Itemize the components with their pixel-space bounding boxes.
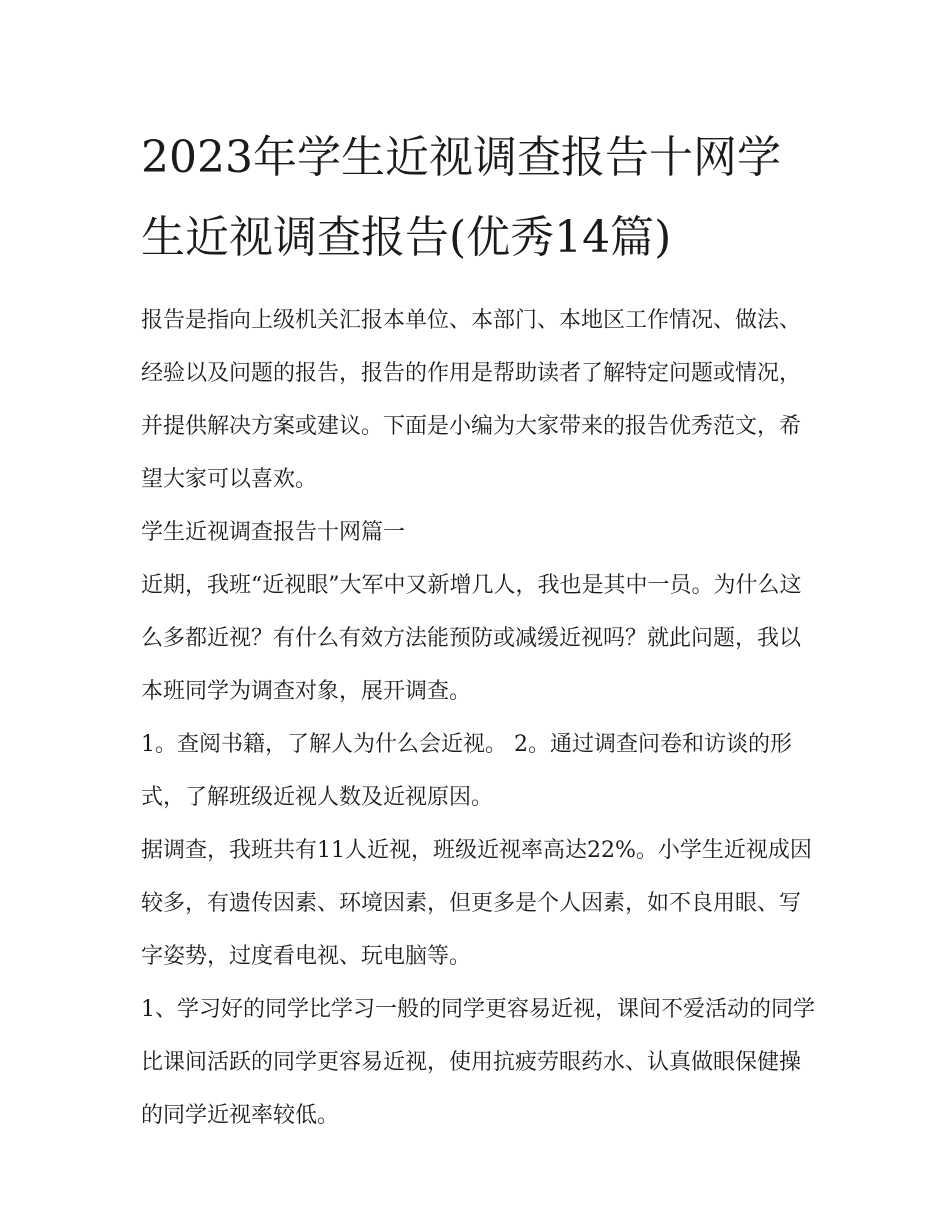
body-paragraph: 1。查阅书籍，了解人为什么会近视。 2。通过调查问卷和访谈的形式，了解班级近视人数及近视原因。 (141, 732, 792, 810)
intro-paragraph: 报告是指向上级机关汇报本单位、本部门、本地区工作情况、做法、经验以及问题的报告，报告的作用是帮助读者了解特定问题或情况，并提供解决方案或建议。下面是小编为大家带来的报告优秀范文，希望大家可以喜欢。 (141, 308, 802, 492)
section-heading: 学生近视调查报告十网篇一 (141, 520, 406, 545)
document-page (141, 118, 816, 1142)
body-paragraph: 近期，我班“近视眼”大军中又新增几人，我也是其中一员。为什么这么多都近视？有什么有效方法能预防或减缓近视吗？就此问题，我以本班同学为调查对象，展开调查。 (141, 573, 802, 704)
document-title: 2023年学生近视调查报告十网学生近视调查报告(优秀14篇) (141, 132, 781, 263)
body-paragraph: 1、学习好的同学比学习一般的同学更容易近视，课间不爱活动的同学比课间活跃的同学更容易近视，使用抗疲劳眼药水、认真做眼保健操的同学近视率较低。 (141, 997, 815, 1128)
body-paragraph: 据调查，我班共有11人近视，班级近视率高达22%。小学生近视成因较多，有遗传因素、环境因素，但更多是个人因素，如不良用眼、写字姿势，过度看电视、玩电脑等。 (141, 838, 812, 969)
